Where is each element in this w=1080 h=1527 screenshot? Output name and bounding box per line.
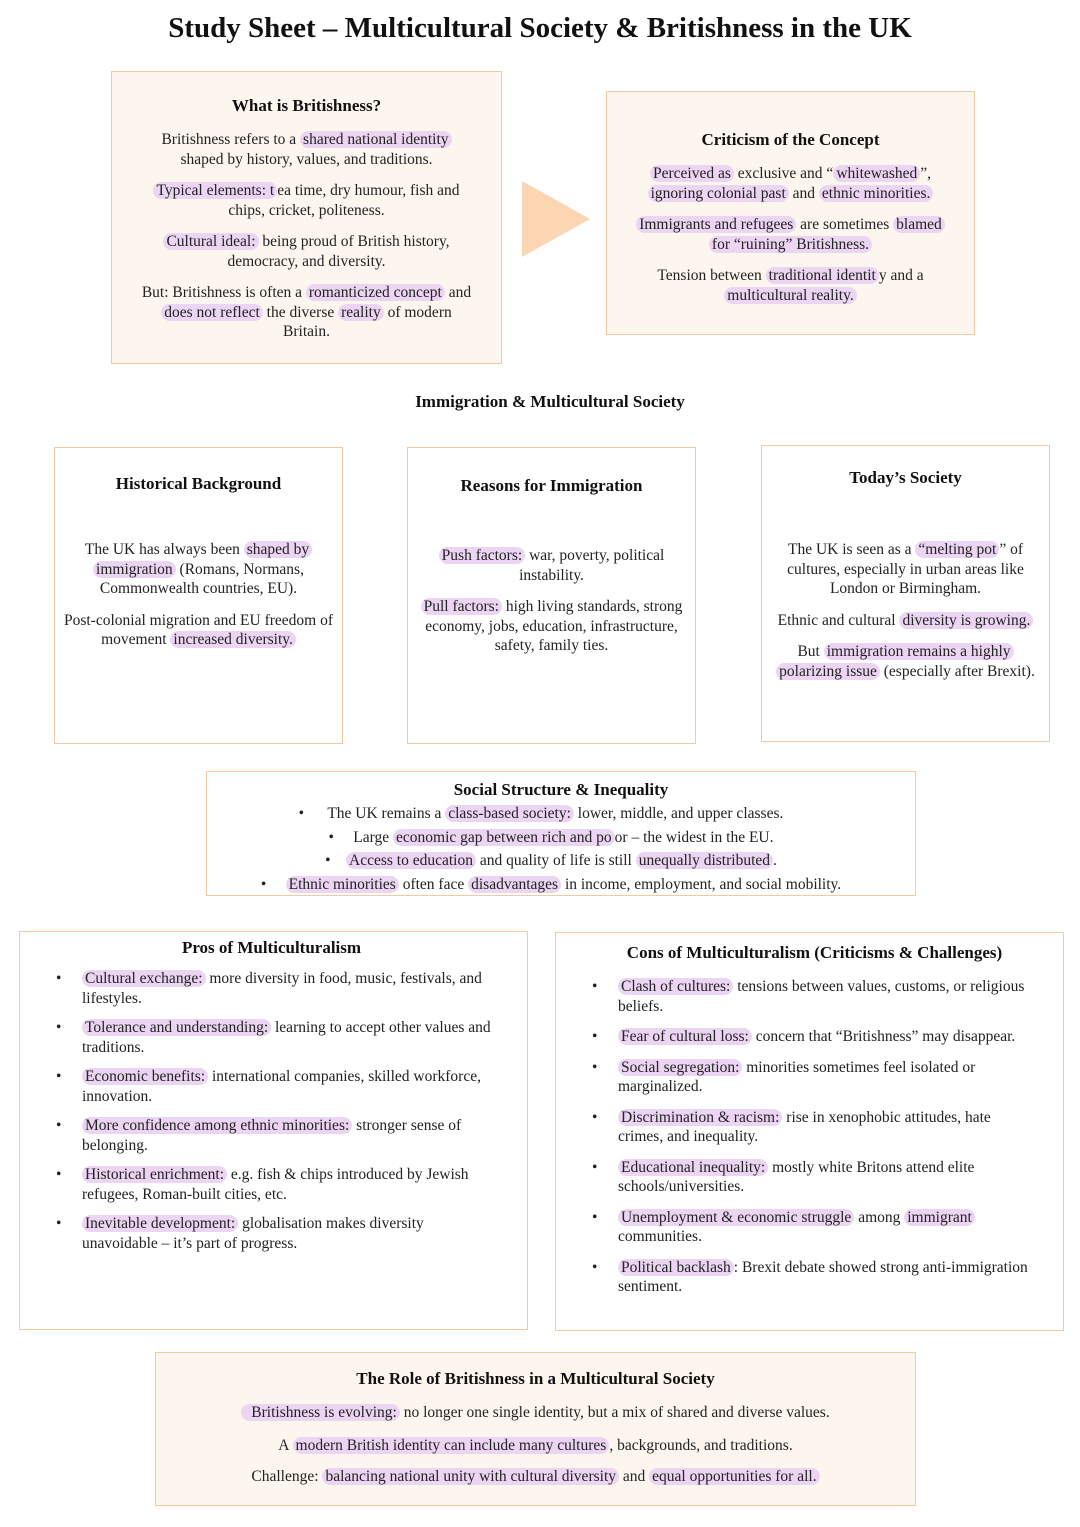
britishness-typical-elements: Typical elements: t ea time, dry humour, fish and chips, cricket, politeness. [138, 181, 475, 220]
cons-heading: Cons of Multiculturalism (Criticisms & Challenges) [626, 943, 1003, 962]
today-heading: Today’s Society [849, 468, 962, 487]
pros-list [20, 969, 503, 1253]
britishness-heading: What is Britishness? [231, 96, 382, 115]
list-item: • Fear of cultural loss: concern that “Britishness” may disappear. [556, 1027, 1033, 1047]
reasons-box [407, 447, 696, 744]
list-item: • Political backlash : Brexit debate showed strong anti-immigration sentiment. [556, 1258, 1033, 1297]
list-item: • Educational inequality: mostly white Britons attend elite schools/universities. [556, 1158, 1033, 1197]
role-modern-identity: A modern British identity can include many cultures , backgrounds, and traditions. [278, 1436, 793, 1454]
historical-box [54, 447, 343, 744]
cons-box [555, 932, 1064, 1331]
britishness-definition: Britishness refers to a shared national identity shaped by history, values, and traditions. [138, 130, 475, 169]
page-title: Study Sheet – Multicultural Society & Britishness in the UK [168, 12, 912, 44]
arrow-right-icon [522, 181, 590, 257]
list-item: • Discrimination & racism: rise in xenophobic attitudes, hate crimes, and inequality. [556, 1108, 1033, 1147]
criticism-exclusive: Perceived as exclusive and “ whitewashed ”, ignoring colonial past and ethnic minorities. [627, 164, 954, 203]
list-item: • Economic benefits: international companies, skilled workforce, innovation. [20, 1067, 503, 1106]
list-item: • Historical enrichment: e.g. fish & chips introduced by Jewish refugees, Roman-built cities, etc. [20, 1165, 503, 1204]
role-heading: The Role of Britishness in a Multicultural Society [356, 1369, 715, 1388]
role-evolving: Britishness is evolving: no longer one single identity, but a mix of shared and diverse values. [166, 1403, 905, 1423]
criticism-heading: Criticism of the Concept [701, 130, 880, 149]
britishness-cultural-ideal: Cultural ideal: being proud of British history, democracy, and diversity. [138, 232, 475, 271]
list-item: • Access to education and quality of life is still unequally distributed . [325, 852, 777, 869]
social-list [217, 802, 905, 896]
today-melting-pot: The UK is seen as a “melting pot ” of cultures, especially in urban areas like London or Birmingham. [787, 541, 1024, 597]
list-item: • Inevitable development: globalisation makes diversity unavoidable – it’s part of progress. [20, 1214, 503, 1253]
today-polarizing: But immigration remains a highly polarizing issue (especially after Brexit). [772, 642, 1039, 681]
criticism-tension: Tension between traditional identit y and a multicultural reality. [657, 267, 924, 304]
pros-box [19, 931, 528, 1330]
historical-heading: Historical Background [115, 474, 282, 493]
today-diversity: Ethnic and cultural diversity is growing. [772, 611, 1039, 631]
reasons-pull: Pull factors: high living standards, strong economy, jobs, education, infrastructure, safety, family ties. [420, 597, 683, 656]
section-title-immigration: Immigration & Multicultural Society [415, 392, 685, 411]
list-item: • More confidence among ethnic minorities: stronger sense of belonging. [20, 1116, 503, 1155]
list-item: • The UK remains a class-based society: lower, middle, and upper classes. [298, 805, 784, 822]
list-item: • Cultural exchange: more diversity in food, music, festivals, and lifestyles. [20, 969, 503, 1008]
role-challenge: Challenge: balancing national unity with cultural diversity and equal opportunities for all. [166, 1467, 905, 1487]
reasons-heading: Reasons for Immigration [460, 476, 643, 495]
list-item: • Unemployment & economic struggle among immigrant communities. [556, 1208, 1033, 1247]
social-heading: Social Structure & Inequality [453, 780, 669, 799]
list-item: • Clash of cultures: tensions between values, customs, or religious beliefs. [556, 977, 1033, 1016]
criticism-immigrants: Immigrants and refugees are sometimes blamed for “ruining” Britishness. [627, 215, 954, 254]
social-box [206, 771, 916, 896]
criticism-box [606, 91, 975, 335]
list-item: • Ethnic minorities often face disadvantages in income, employment, and social mobility. [260, 875, 842, 893]
britishness-box [111, 71, 502, 364]
britishness-romanticized: But: Britishness is often a romanticized concept and does not reflect the diverse reality of modern Britain. [141, 284, 472, 340]
today-box [761, 445, 1050, 742]
list-item: • Large economic gap between rich and po or – the widest in the EU. [328, 828, 774, 846]
list-item: • Tolerance and understanding: learning to accept other values and traditions. [20, 1018, 503, 1057]
role-box [155, 1352, 916, 1506]
historical-shaped: The UK has always been shaped by immigration (Romans, Normans, Commonwealth countries, EU). [61, 540, 336, 599]
pros-heading: Pros of Multiculturalism [181, 938, 362, 957]
historical-postcolonial: Post-colonial migration and EU freedom of movement increased diversity. [63, 611, 334, 648]
cons-list [556, 977, 1033, 1297]
list-item: • Social segregation: minorities sometimes feel isolated or marginalized. [556, 1058, 1033, 1097]
reasons-push: Push factors: war, poverty, political instability. [420, 546, 683, 585]
